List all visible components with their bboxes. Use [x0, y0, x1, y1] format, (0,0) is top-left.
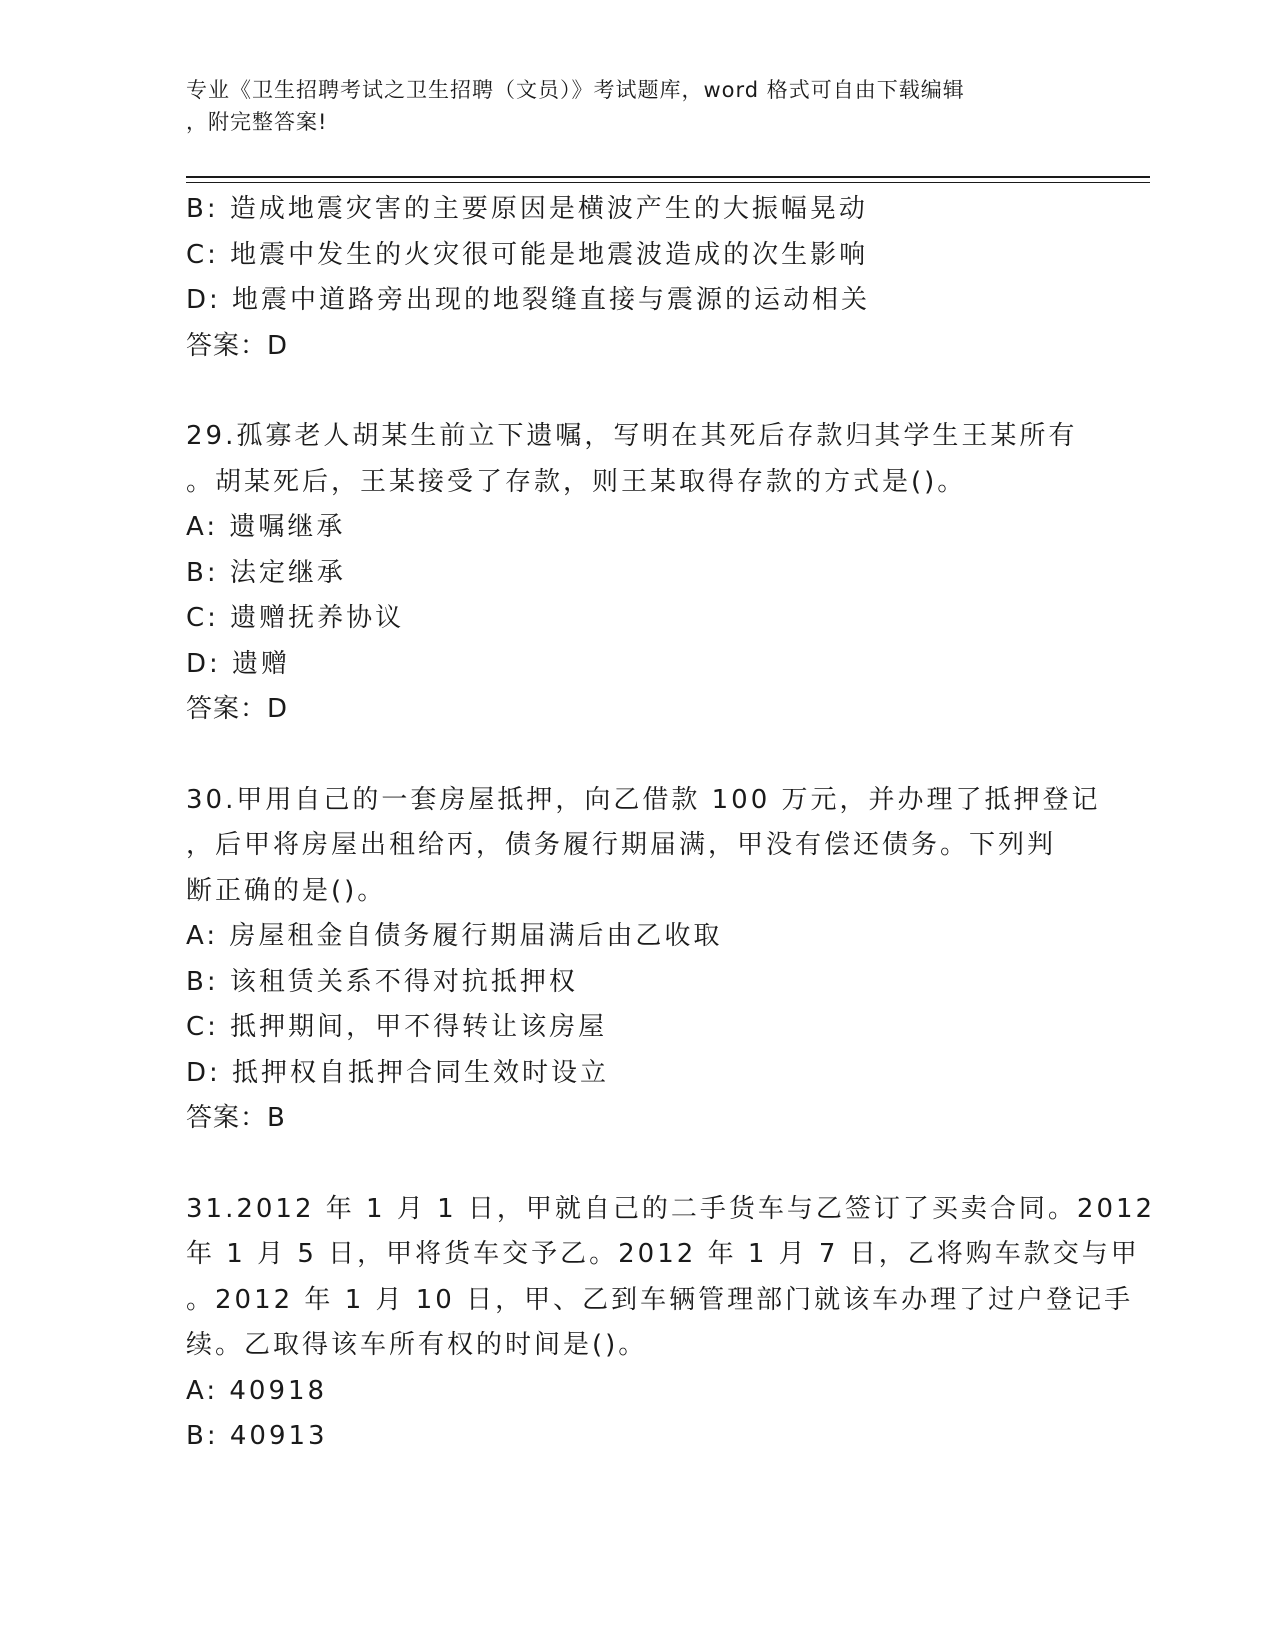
header-line-2: ，附完整答案!	[186, 110, 328, 134]
question-stem: 断正确的是()。	[186, 875, 387, 906]
question-28	[186, 187, 1086, 369]
question-stem: 。2012 年 1 月 10 日，甲、乙到车辆管理部门就该车办理了过户登记手	[186, 1284, 1134, 1315]
question-stem: 续。乙取得该车所有权的时间是()。	[186, 1330, 648, 1360]
question-29	[186, 414, 1086, 733]
option-d: D: 遗赠	[186, 648, 291, 679]
question-list	[186, 187, 1156, 1460]
question-31	[186, 1187, 1156, 1460]
option-c: C: 遗赠抚养协议	[186, 603, 405, 633]
answer: 答案：B	[186, 1103, 286, 1133]
question-30	[186, 778, 1101, 1142]
option-d: D: 地震中道路旁出现的地裂缝直接与震源的运动相关	[186, 285, 871, 315]
header-divider-thin	[186, 182, 1150, 183]
option-c: C: 地震中发生的火灾很可能是地震波造成的次生影响	[186, 239, 869, 270]
option-b: B: 40913	[186, 1421, 328, 1451]
option-b: B: 造成地震灾害的主要原因是横波产生的大振幅晃动	[186, 194, 868, 224]
question-stem: 年 1 月 5 日，甲将货车交予乙。2012 年 1 月 7 日，乙将购车款交与甲	[186, 1239, 1140, 1269]
document-header	[186, 74, 1086, 138]
option-c: C: 抵押期间，甲不得转让该房屋	[186, 1012, 608, 1042]
question-stem: ，后甲将房屋出租给丙，债务履行期届满，甲没有偿还债务。下列判	[186, 830, 1057, 860]
header-divider-thick	[186, 176, 1150, 178]
answer: 答案：D	[186, 330, 289, 361]
question-stem: 29.孤寡老人胡某生前立下遗嘱，写明在其死后存款归其学生王某所有	[186, 421, 1078, 451]
option-b: B: 该租赁关系不得对抗抵押权	[186, 966, 578, 997]
option-b: B: 法定继承	[186, 557, 346, 588]
header-line-1: 专业《卫生招聘考试之卫生招聘（文员）》考试题库，word 格式可自由下载编辑	[186, 78, 965, 102]
question-stem: 30.甲用自己的一套房屋抵押，向乙借款 100 万元，并办理了抵押登记	[186, 784, 1101, 815]
option-a: A: 40918	[186, 1375, 328, 1406]
question-stem: 31.2012 年 1 月 1 日，甲就自己的二手货车与乙签订了买卖合同。2012	[186, 1193, 1156, 1224]
option-a: A: 遗嘱继承	[186, 512, 346, 542]
question-stem: 。胡某死后，王某接受了存款，则王某取得存款的方式是()。	[186, 466, 967, 497]
option-a: A: 房屋租金自债务履行期届满后由乙收取	[186, 921, 723, 951]
answer: 答案：D	[186, 694, 289, 724]
option-d: D: 抵押权自抵押合同生效时设立	[186, 1057, 610, 1088]
